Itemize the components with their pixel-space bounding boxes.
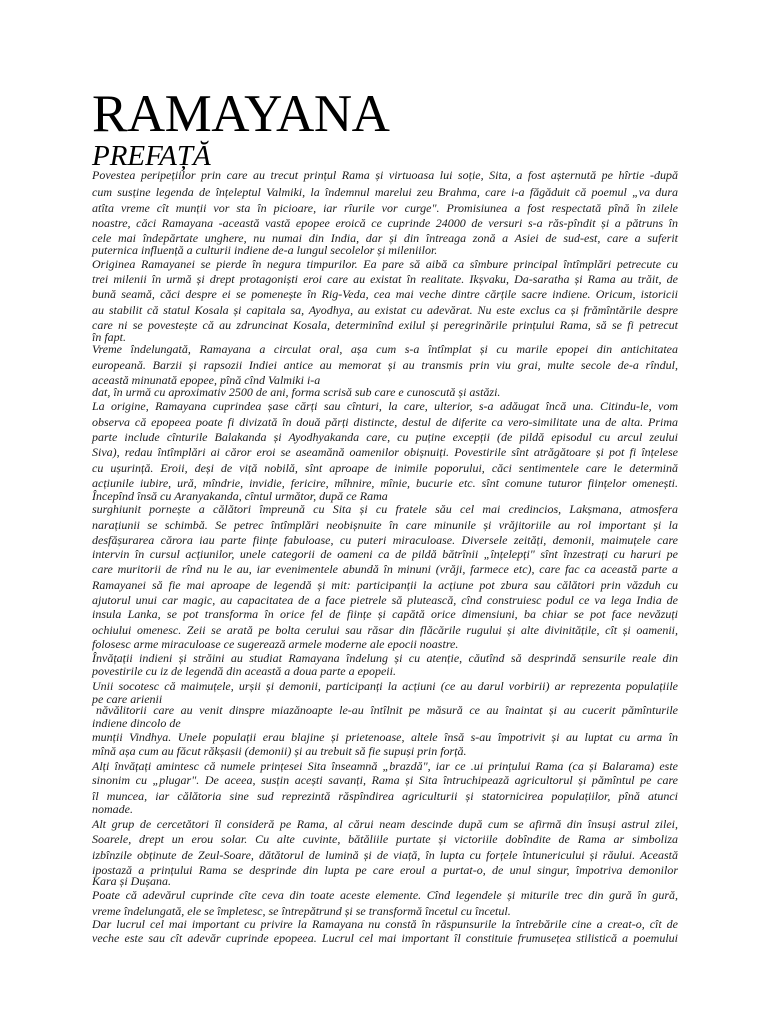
text-line: sinonim cu „plugar". De aceea, susțin acești savanți, Rama și Sita întruchipează agricultorul și pămîntul pe care bbox=[92, 773, 678, 787]
text-line: povestirile cu iz de legendă din această a doua parte a epopeii. bbox=[92, 664, 396, 678]
text-line: Originea Ramayanei se pierde în negura timpurilor. Ea pare să aibă ca sîmbure principal întîmplări petrecute cu bbox=[92, 257, 678, 271]
text-line: Dar lucrul cel mai important cu privire la Ramayana nu constă în răspunsurile la întrebările cine a creat-o, cît de bbox=[92, 917, 678, 931]
text-line: dat, în urmă cu aproximativ 2500 de ani, forma scrisă sub care e cunoscută și astăzi. bbox=[92, 385, 501, 399]
text-line: Începînd însă cu Aranyakanda, cîntul următor, după ce Rama bbox=[92, 489, 388, 503]
text-line: observa că epopeea poate fi divizată în două părți distincte, destul de diferite ca vero-similitate una de alta. Prima bbox=[92, 415, 678, 429]
text-line: îl muncea, iar călătoria sine sud reprezintă răspîndirea agriculturii și statornicirea populațiilor, pînă atunci bbox=[92, 789, 678, 803]
text-line: Poate că adevărul cuprinde cîte ceva din toate aceste elemente. Cînd legendele și miturile trec din gură în gură, bbox=[92, 888, 678, 902]
text-line: surghiunit pornește a călători împreună cu Sita și cu fratele său cel mai credincios, Lakșmana, atmosfera bbox=[92, 502, 678, 516]
text-line: care ni se povestește că au zdruncinat Kosala, determinînd exilul și peregrinările prințului Rama, să se fi petrecut bbox=[92, 318, 678, 332]
text-line: au stabilit că statul Kosala și capitala sa, Ayodhya, au existat cu adevărat. Nu este exclus ca și frămîntările despre bbox=[92, 303, 678, 317]
text-line: cum susține legenda de înțeleptul Valmiki, la îndemnul marelui zeu Brahma, care i-a făgăduit că poemul „va dura bbox=[92, 185, 678, 199]
text-line: desfășurarea cărora iau parte ființe fabuloase, cu puteri miraculoase. Diversele zeități, demonii, maimuțele care bbox=[92, 533, 678, 547]
text-line: veche este sau cît adevăr cuprinde epopeea. Lucrul cel mai important îl constituie frumusețea stilistică a poemului bbox=[92, 931, 678, 945]
text-line: trei milenii în urmă și drept protagoniști eroi care au existat în realitate. Ikșvaku, Da-saratha și Rama au trăit, de bbox=[92, 272, 678, 286]
text-line: nomade. bbox=[92, 802, 133, 816]
text-line: Unii socotesc că maimuțele, urșii și demonii, participanți la acțiuni (ce au darul vorbirii) ar reprezenta populațiile bbox=[92, 679, 678, 693]
text-line: narațiunii se schimbă. Se petrec întîmplări neobișnuite în care minunile și vrăjitoriile au rol important și la bbox=[92, 518, 678, 532]
text-line: munții Vindhya. Unele populații erau blajine și prietenoase, altele însă s-au împotrivit și au luptat cu arma în bbox=[92, 730, 678, 744]
text-line: Siva), redau întîmplări ai căror eroi se aseamănă oamenilor obișnuiți. Povestirile sînt atrăgătoare și pot fi înțelese bbox=[92, 445, 678, 459]
text-line: izbînzile obținute de Zeul-Soare, dătătorul de lumină și de viață, în lupta cu forțele întunericului și răului. Această bbox=[92, 848, 678, 862]
text-line: Alți învățați amintesc că numele prințesei Sita înseamnă „brazdă", iar ce .ui prințului Rama (ca și Balarama) este bbox=[92, 759, 678, 773]
text-line: parte include cînturile Balakanda și Ayodhyakanda care, cu puține excepții (de pildă episodul cu arcul zeului bbox=[92, 430, 678, 444]
text-line: puternica influență a culturii indiene de-a lungul secolelor și mileniilor. bbox=[92, 243, 438, 257]
text-line: mînă așa cum au făcut răkșasii (demonii) și au trebuit să fie supuși prin forță. bbox=[92, 744, 467, 758]
text-line: care muritorii de rînd nu le au, iar evenimentele abundă în minuni (vrăji, farmece etc), care fac ca această parte a bbox=[92, 562, 678, 576]
text-line: în fapt. bbox=[92, 330, 127, 344]
text-line: atîta vreme cît munții vor sta în picioare, iar rîurile vor curge". Promisiunea a fost respectată pînă în zilele bbox=[92, 201, 678, 215]
text-line: cu ușurință. Eroii, deși de viță nobilă, sînt aproape de inimile poporului, căci sentimentele care le determină bbox=[92, 461, 678, 475]
text-line: Kara și Dușana. bbox=[92, 874, 172, 888]
section-heading: PREFAȚĂ bbox=[92, 140, 211, 172]
text-line: ajutorul unui car magic, au capacitatea de a face pietrele să plutească, cînd construiesc podul ce va lega India de bbox=[92, 593, 678, 607]
text-line: folosesc arme miraculoase ce sugerează armele moderne ale epocii noastre. bbox=[92, 637, 459, 651]
text-line: Vreme îndelungată, Ramayana a circulat oral, așa cum s-a întîmplat și cu marile epopei din antichitatea bbox=[92, 342, 678, 356]
text-line: intervin în cursul acțiunilor, unele categorii de oameni ca de pildă bătrînii „înțelepți" sînt înzestrați cu haruri pe bbox=[92, 547, 678, 561]
text-line: cele mai îndepărtate unghere, nu numai din India, dar și din întreaga zonă a Asiei de sud-est, care a suferit bbox=[92, 231, 678, 245]
text-line: bună seamă, căci despre ei se pomenește în Rig-Veda, cea mai veche dintre cărțile sacre indiene. Oricum, istoricii bbox=[92, 287, 678, 301]
text-line: năvălitorii care au venit dinspre miazănoapte le-au întîlnit pe măsură ce au înaintat și au cucerit pămînturile bbox=[96, 703, 678, 717]
text-line: noastre, căci Ramayana -această vastă epopee eroică ce cuprinde 24000 de versuri s-a răs-pîndit și a pătruns în bbox=[92, 216, 678, 230]
text-line: Învățații indieni și străini au studiat Ramayana îndelung și cu atenție, căutînd să desprindă sensurile reale din bbox=[92, 651, 678, 665]
text-line: ochiului omenesc. Zeii se arată pe bolta cerului sau răsar din flăcările rugului și alte divinitățile, cît și oamenii, bbox=[92, 623, 678, 637]
text-line: Povestea peripețiilor prin care au trecut prințul Rama și virtuoasa lui soție, Sita, a fost așternută pe hîrtie -după bbox=[92, 168, 678, 182]
text-line: indiene dincolo de bbox=[92, 716, 181, 730]
text-line: pe care arienii bbox=[92, 692, 163, 706]
text-line: La origine, Ramayana cuprindea șase cărți sau cînturi, la care, ulterior, s-a adăugat încă una. Citindu-le, vom bbox=[92, 399, 678, 413]
text-line: acțiunile iubire, ură, mîndrie, invidie, fericire, mîhnire, mînie, bucurie etc. sînt comune tuturor ființelor omenești. bbox=[92, 476, 678, 490]
text-line: europeană. Barzii și rapsozii Indiei antice au memorat și au transmis prin viu grai, multe secole de-a rîndul, bbox=[92, 358, 678, 372]
text-line: Ramayanei să fie mai aproape de legendă și mit: participanții la acțiune pot zbura sau călători prin văzduh cu bbox=[92, 578, 678, 592]
document-title: RAMAYANA bbox=[92, 85, 390, 143]
text-line: ipostază a prințului Rama se desprinde din lupta pe care eroul a purtat-o, de unul singur, împotriva demonilor bbox=[92, 863, 678, 877]
text-line: insula Lanka, se pot transforma în orice fel de ființe și capătă orice dimensiuni, ba chiar se pot face nevăzuți bbox=[92, 607, 678, 621]
text-line: această minunată epopee, pînă cînd Valmiki i-a bbox=[92, 373, 321, 387]
text-line: Alt grup de cercetători îl consideră pe Rama, al cărui neam descinde după cum se afirmă din însuși astrul zilei, bbox=[92, 817, 678, 831]
text-line: vreme îndelungată, ele se împletesc, se întrepătrund și se transformă încetul cu încetul. bbox=[92, 904, 511, 918]
text-line: Soarele, drept un erou solar. Cu alte cuvinte, bătăliile purtate și victoriile dobîndite de Rama ar simboliza bbox=[92, 832, 678, 846]
